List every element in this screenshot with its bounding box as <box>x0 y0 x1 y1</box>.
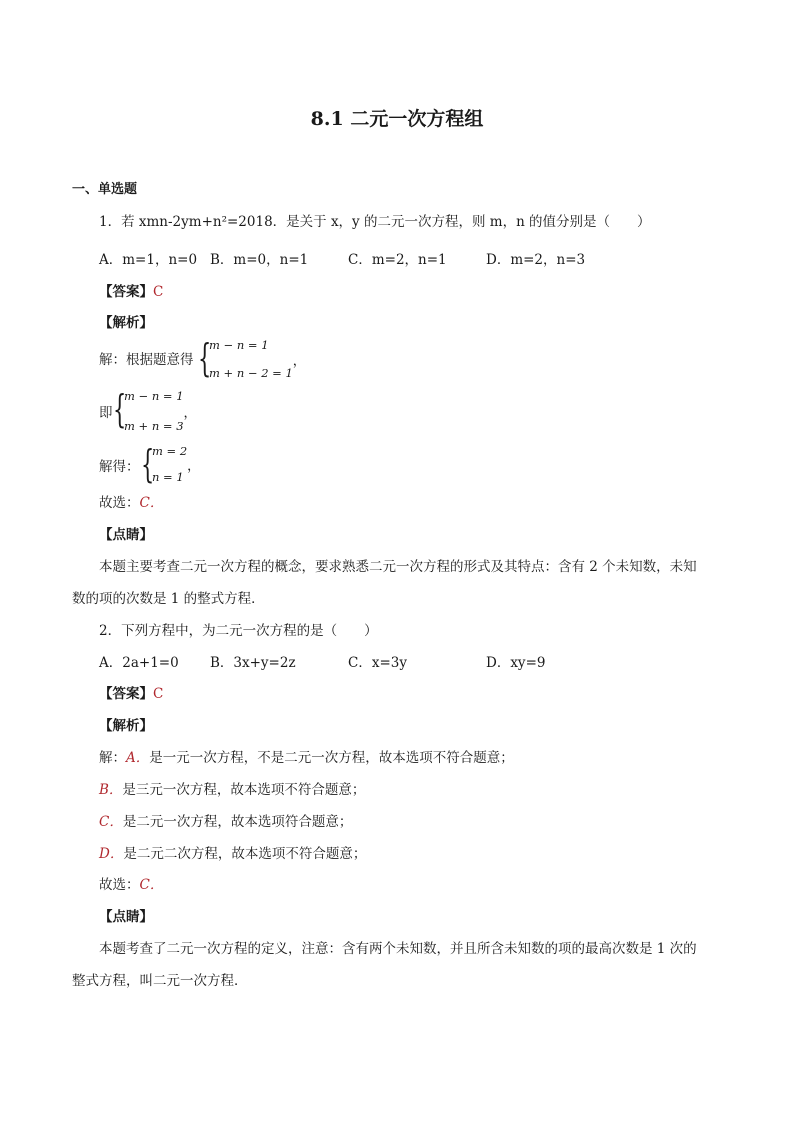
line-text: 是三元一次方程，故本选项不符合题意； <box>122 782 366 798</box>
q1-option-a: A．m=1，n=0 <box>99 252 198 268</box>
q1-option-c: C．m=2，n=1 <box>348 252 447 268</box>
q2-dianjing-line-2: 整式方程，叫二元一次方程． <box>72 973 248 989</box>
q2-option-a: A．2a+1=0 <box>99 655 179 671</box>
q2-analysis-line <box>99 781 365 799</box>
equation: n = 1 <box>152 470 184 484</box>
option-key: B． <box>99 782 123 798</box>
q2-analysis-line <box>99 845 366 863</box>
q1-choose <box>99 494 163 512</box>
q2-option-d: D．xy=9 <box>486 655 546 671</box>
q1-ji: 即 <box>99 405 113 421</box>
option-key: A． <box>126 750 150 766</box>
equation: m + n − 2 = 1 <box>209 366 293 380</box>
q2-analysis-line <box>99 749 514 767</box>
q1-stem: 1．若 xmn-2ym+n²=2018．是关于 x，y 的二元一次方程，则 m，n 的值分别是（ ） <box>99 214 651 230</box>
choose-label: 故选： <box>99 877 140 893</box>
choose-value: C． <box>139 495 164 511</box>
q1-answer-value: C <box>153 284 164 300</box>
line-text: 是二元一次方程，故本选项符合题意； <box>122 814 353 830</box>
brace-icon: { <box>113 387 127 431</box>
q1-answer-label: 【答案】 <box>99 284 153 300</box>
q1-equation-system-3 <box>141 444 200 484</box>
equation: m = 2 <box>152 444 188 458</box>
choose-label: 故选： <box>99 495 140 511</box>
punctuation: ， <box>187 458 201 474</box>
option-key: C． <box>99 814 123 830</box>
q1-answer <box>99 283 163 301</box>
q2-analysis-label: 【解析】 <box>99 718 153 734</box>
q1-equation-system-1 <box>198 338 306 380</box>
q1-solution-intro: 解：根据题意得 <box>99 352 194 368</box>
q2-dianjing-line-1: 本题考查了二元一次方程的定义，注意：含有两个未知数，并且所含未知数的项的最高次数是 1 次的 <box>99 941 697 957</box>
q1-analysis-label: 【解析】 <box>99 315 153 331</box>
q2-answer-value: C <box>153 686 164 702</box>
section-heading: 一、单选题 <box>72 182 138 197</box>
option-key: D． <box>99 846 124 862</box>
choose-value: C． <box>139 877 164 893</box>
q2-answer-label: 【答案】 <box>99 686 153 702</box>
q2-option-c: C．x=3y <box>348 655 407 671</box>
brace-icon: { <box>141 442 155 486</box>
equation: m + n = 3 <box>124 419 184 433</box>
q1-equation-system-2 <box>113 389 197 433</box>
q2-choose <box>99 876 163 894</box>
q1-option-b: B．m=0，n=1 <box>210 252 309 268</box>
punctuation: ， <box>292 353 306 369</box>
q2-analysis-line <box>99 813 352 831</box>
equation: m − n = 1 <box>124 389 184 403</box>
q1-jiede: 解得： <box>99 459 140 475</box>
page-title: 8.1 二元一次方程组 <box>310 108 484 130</box>
q1-option-d: D．m=2，n=3 <box>486 252 586 268</box>
brace-icon: { <box>198 336 212 380</box>
q1-dianjing-line-2: 数的项的次数是 1 的整式方程． <box>72 591 265 607</box>
q2-dianjing-label: 【点睛】 <box>99 909 153 925</box>
equation: m − n = 1 <box>209 338 269 352</box>
line-text: 是一元一次方程，不是二元一次方程，故本选项不符合题意； <box>149 750 514 766</box>
q2-option-b: B．3x+y=2z <box>210 655 296 671</box>
line-prefix: 解： <box>99 750 126 766</box>
q1-dianjing-line-1: 本题主要考查二元一次方程的概念，要求熟悉二元一次方程的形式及其特点：含有 2 个未知数，未知 <box>99 559 697 575</box>
q1-dianjing-label: 【点睛】 <box>99 527 153 543</box>
q2-stem: 2．下列方程中，为二元一次方程的是（ ） <box>99 623 378 639</box>
punctuation: ， <box>183 405 197 421</box>
line-text: 是二元二次方程，故本选项不符合题意； <box>123 846 367 862</box>
q2-answer <box>99 685 163 703</box>
